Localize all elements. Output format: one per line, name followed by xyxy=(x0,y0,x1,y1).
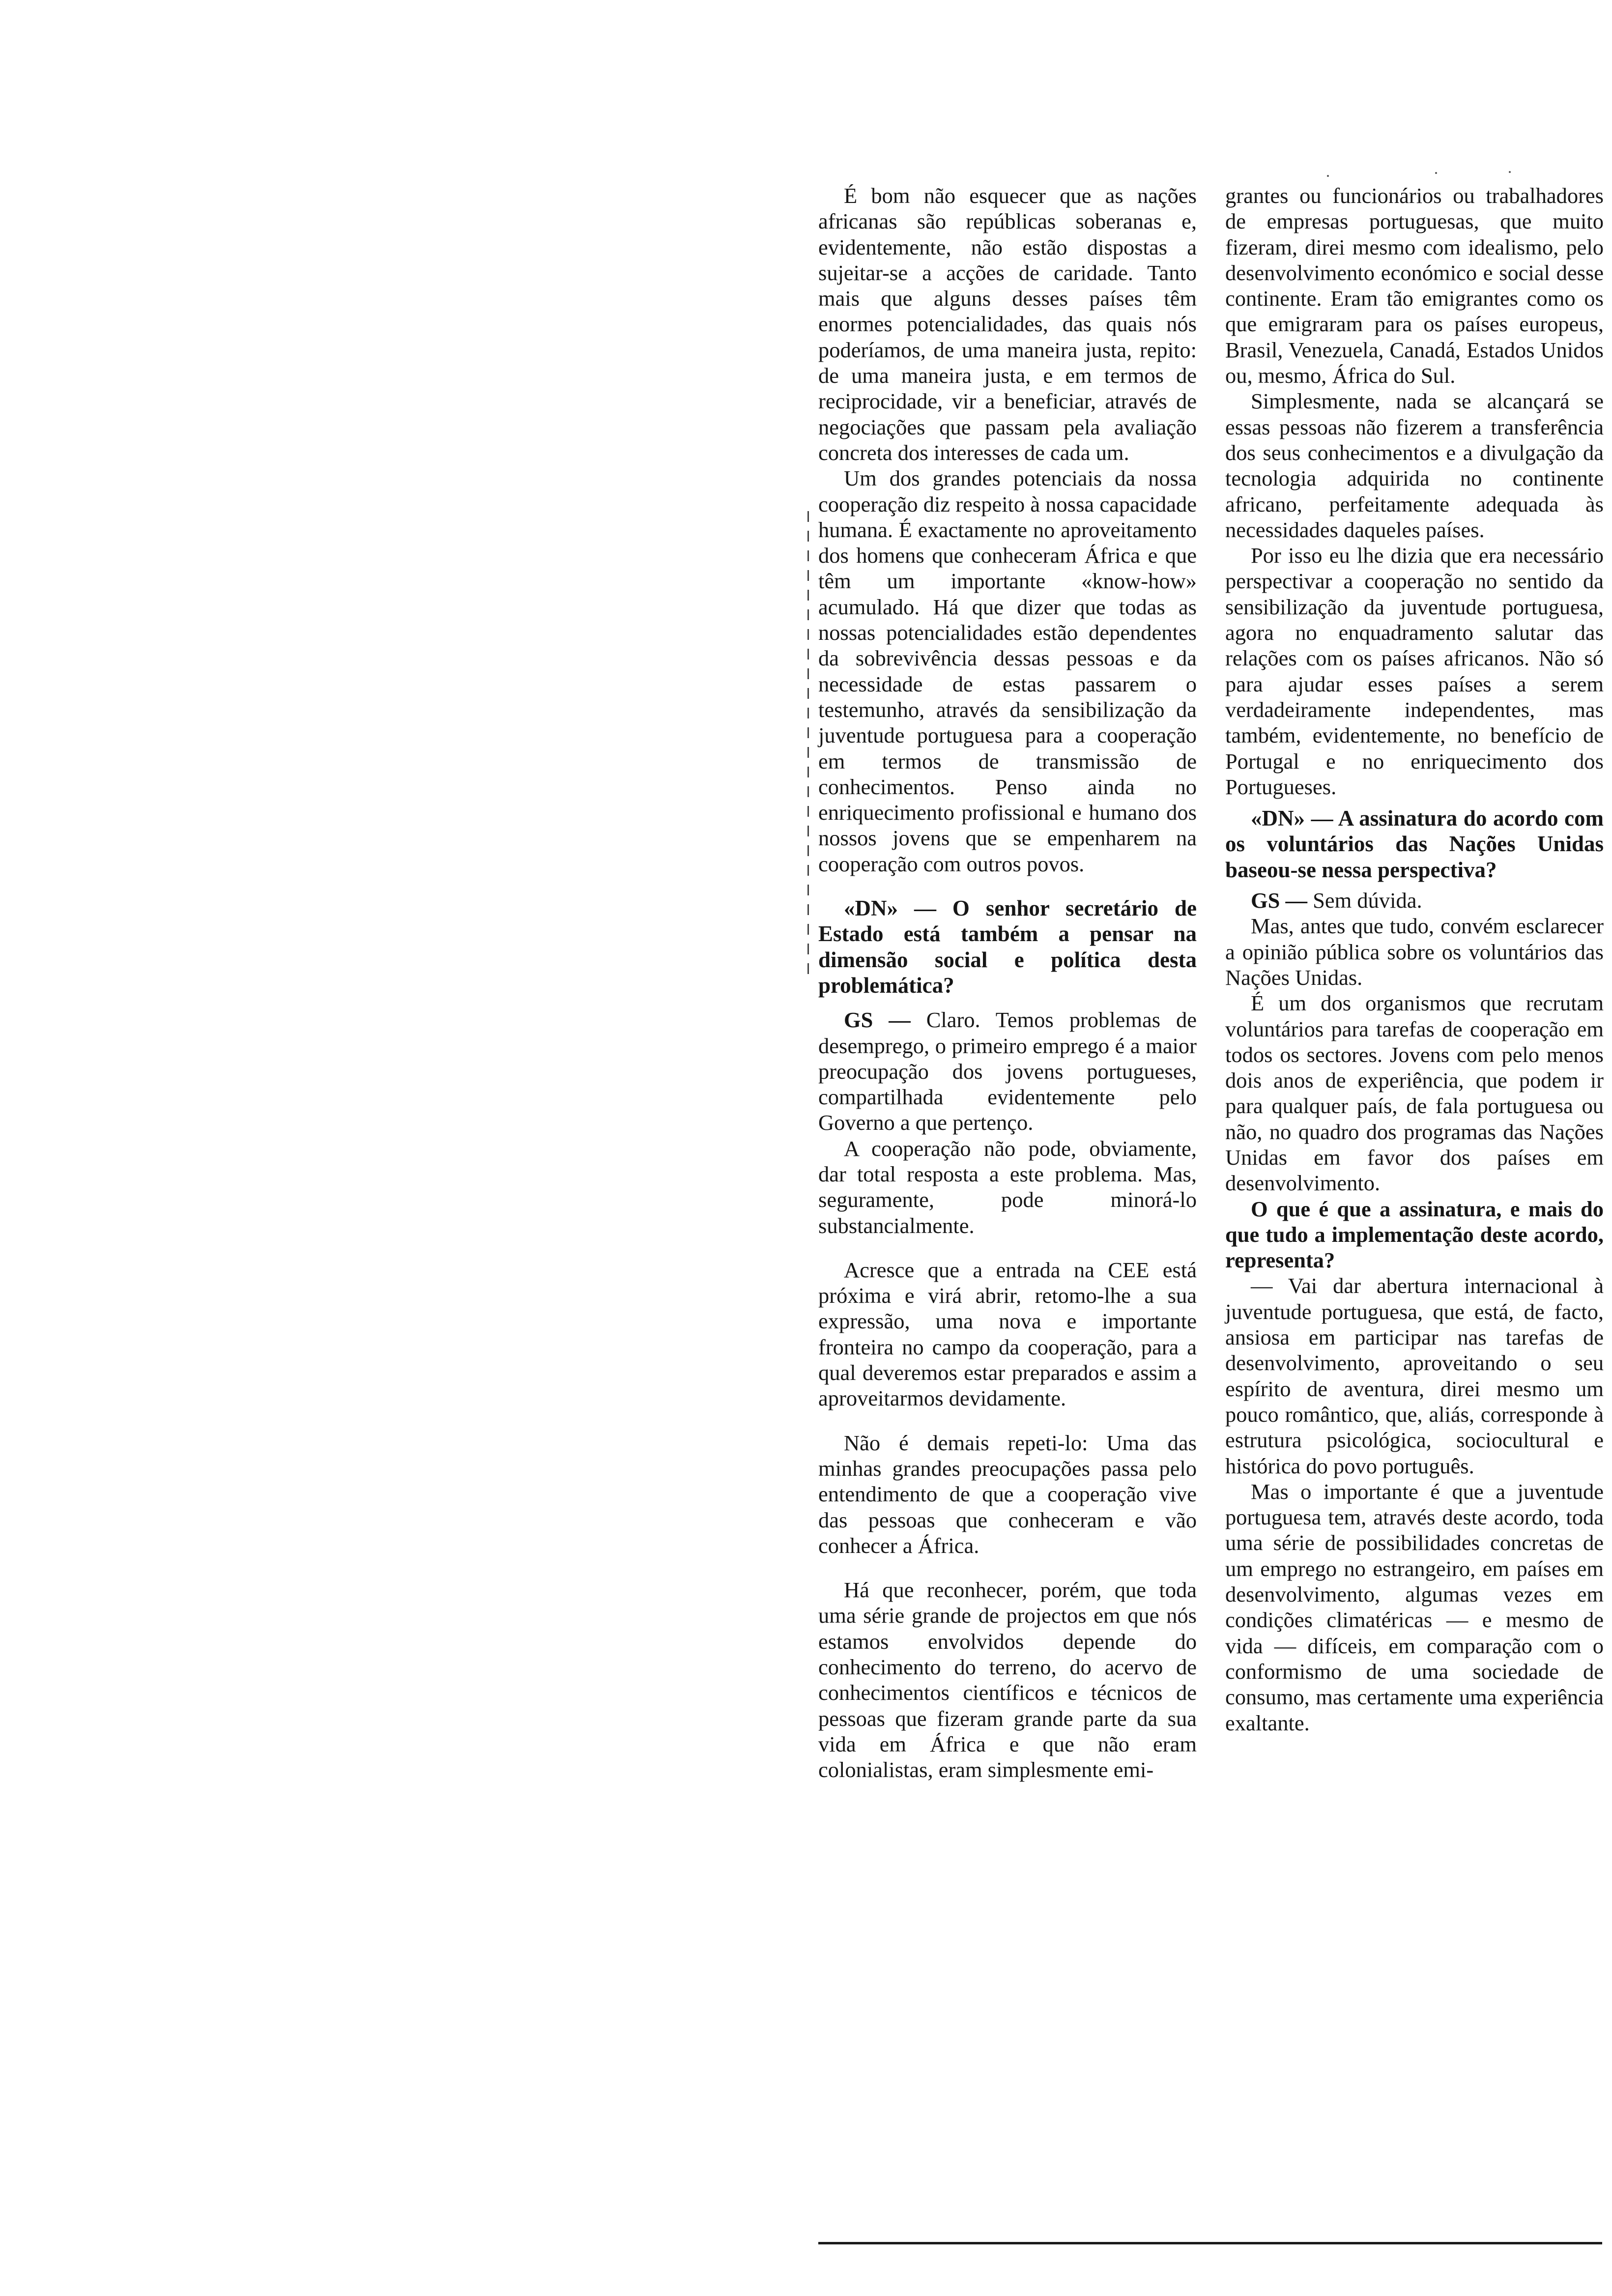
article-column-left xyxy=(818,183,1197,1783)
article-column-right xyxy=(1225,183,1604,1736)
interview-answer xyxy=(1225,888,1604,913)
speaker-label: GS — xyxy=(1251,888,1313,913)
answer-text: Claro. Temos problemas de desemprego, o primeiro emprego é a maior preocupação dos jovens portugueses, compartilhada evidentemente pelo Governo a que pertenço. xyxy=(818,1007,1197,1135)
interview-answer xyxy=(818,1007,1197,1135)
interview-question: «DN» — A assinatura do acordo com os voluntários das Nações Unidas baseou-se nessa perspectiva? xyxy=(1225,806,1604,882)
print-speck xyxy=(1509,171,1511,173)
paragraph: É um dos organismos que recrutam voluntários para tarefas de cooperação em todos os sectores. Jovens com pelo menos dois anos de experiência, que podem ir para qualquer país, de fala portuguesa ou não, no quadro dos programas das Nações Unidas em favor dos países em desenvolvimento. xyxy=(1225,991,1604,1196)
margin-mark xyxy=(807,511,809,983)
paragraph: Mas, antes que tudo, convém esclarecer a opinião pública sobre os voluntários das Nações Unidas. xyxy=(1225,914,1604,990)
paragraph: Não é demais repeti-lo: Uma das minhas grandes preocupações passa pelo entendimento de que a cooperação vive das pessoas que conheceram e vão conhecer a África. xyxy=(818,1430,1197,1558)
paragraph: Mas o importante é que a juventude portuguesa tem, através deste acordo, toda uma série de possibilidades concretas de um emprego no estrangeiro, em países em desenvolvimento, algumas vezes em condições climatéricas — e mesmo de vida — difíceis, em comparação com o conformismo de uma sociedade de consumo, mas certamente uma experiência exaltante. xyxy=(1225,1479,1604,1735)
paragraph-continuation: grantes ou funcionários ou trabalhadores de empresas portuguesas, que muito fizeram, direi mesmo com idealismo, pelo desenvolvimento económico e social desse continente. Eram tão emigrantes como os que emigraram para os países europeus, Brasil, Venezuela, Canadá, Estados Unidos ou, mesmo, África do Sul. xyxy=(1225,183,1604,388)
answer-text: Sem dúvida. xyxy=(1313,888,1422,913)
paragraph: É bom não esquecer que as nações africanas são repúblicas soberanas e, evidentemente, não estão dispostas a sujeitar-se a acções de caridade. Tanto mais que alguns desses países têm enormes potencialidades, das quais nós poderíamos, de uma maneira justa, repito: de uma maneira justa, e em termos de reciprocidade, vir a beneficiar, através de negociações que passam pela avaliação concreta dos interesses de cada um. xyxy=(818,183,1197,465)
paragraph: A cooperação não pode, obviamente, dar total resposta a este problema. Mas, seguramente, pode minorá-lo substancialmente. xyxy=(818,1136,1197,1238)
paragraph: Há que reconhecer, porém, que toda uma série grande de projectos em que nós estamos envolvidos depende do conhecimento do terreno, do acervo de conhecimentos científicos e técnicos de pessoas que fizeram grande parte da sua vida em África e que não eram colonialistas, eram simplesmente emi- xyxy=(818,1578,1197,1782)
interview-question: «DN» — O senhor secretário de Estado está também a pensar na dimensão social e política desta problemática? xyxy=(818,896,1197,998)
speaker-label: GS — xyxy=(844,1007,926,1033)
paragraph: Simplesmente, nada se alcançará se essas pessoas não fizerem a transferência dos seus conhecimentos e a divulgação da tecnologia adquirida no continente africano, perfeitamente adequada às necessidades daqueles países. xyxy=(1225,389,1604,542)
paragraph: Acresce que a entrada na CEE está próxima e virá abrir, retomo-lhe a sua expressão, uma nova e importante fronteira no campo da cooperação, para a qual deveremos estar preparados e assim a aproveitarmos devidamente. xyxy=(818,1257,1197,1411)
paragraph: Um dos grandes potenciais da nossa cooperação diz respeito à nossa capacidade humana. É exactamente no aproveitamento dos homens que conheceram África e que têm um importante «know-how» acumulado. Há que dizer que todas as nossas potencialidades estão dependentes da sobrevivência dessas pessoas e da necessidade de estas passarem o testemunho, através da sensibilização da juventude portuguesa para a cooperação em termos de transmissão de conhecimentos. Penso ainda no enriquecimento profissional e humano dos nossos jovens que se empenharem na cooperação com outros povos. xyxy=(818,466,1197,876)
print-speck xyxy=(1435,172,1437,174)
print-speck xyxy=(1327,175,1329,177)
paragraph: Por isso eu lhe dizia que era necessário perspectivar a cooperação no sentido da sensibilização da juventude portuguesa, agora no enquadramento salutar das relações com os países africanos. Não só para ajudar esses países a serem verdadeiramente independentes, mas também, evidentemente, no benefício de Portugal e no enriquecimento dos Portugueses. xyxy=(1225,543,1604,799)
interview-question-inline: O que é que a assinatura, e mais do que tudo a implementação deste acordo, representa? xyxy=(1225,1196,1604,1273)
bottom-rule xyxy=(818,2242,1602,2244)
paragraph: — Vai dar abertura internacional à juventude portuguesa, que está, de facto, ansiosa em participar nas tarefas de desenvolvimento, aproveitando o seu espírito de aventura, direi mesmo um pouco romântico, que, aliás, corresponde à estrutura psicológica, sociocultural e histórica do povo português. xyxy=(1225,1273,1604,1478)
